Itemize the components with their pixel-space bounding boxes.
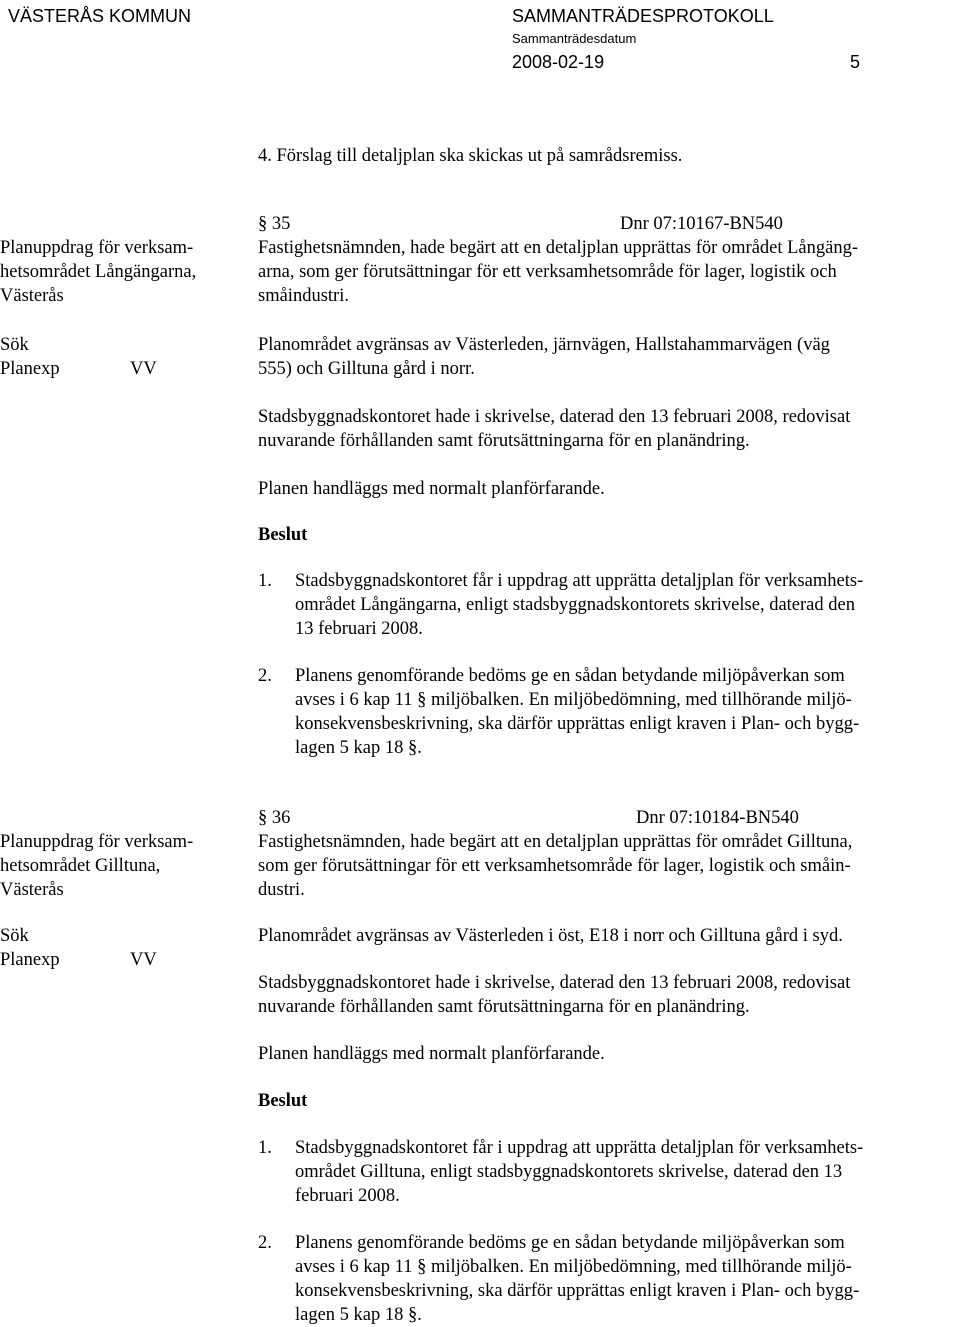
text-p2	[258, 333, 958, 381]
side-sok: Sök	[0, 926, 29, 946]
meeting-date: 2008-02-19	[512, 52, 605, 72]
text-line: nuvarande förhållanden samt förutsättningarna för en planändring.	[258, 431, 750, 451]
text-line: avses i 6 kap 11 § miljöbalken. En miljöbedömning, med tillhörande miljö-	[295, 690, 852, 710]
beslut-item-1	[258, 1136, 958, 1208]
text-line: Stadsbyggnadskontoret hade i skrivelse, daterad den 13 februari 2008, redovisat	[258, 973, 851, 993]
beslut-item-2	[258, 1231, 958, 1327]
intro-item: 4. Förslag till detaljplan ska skickas ut på samrådsremiss.	[258, 146, 683, 166]
side-title-line: Västerås	[0, 880, 64, 900]
side-title-line: Planuppdrag för verksam-	[0, 832, 194, 852]
section-35-side	[0, 236, 250, 308]
text-line: arna, som ger förutsättningar för ett verksamhetsområde för lager, logistik och	[258, 262, 837, 282]
item-number: 2.	[258, 666, 272, 686]
beslut-item-1	[258, 569, 958, 641]
text-line: 13 februari 2008.	[295, 619, 423, 639]
text-p4: Planen handläggs med normalt planförfarande.	[258, 1044, 605, 1064]
text-line: som ger förutsättningar för ett verksamhetsområde för lager, logistik och småin-	[258, 856, 851, 876]
dnr: Dnr 07:10184-BN540	[636, 808, 799, 828]
date-label: Sammanträdesdatum	[512, 31, 637, 46]
text-p4: Planen handläggs med normalt planförfarande.	[258, 479, 605, 499]
org-name: VÄSTERÅS KOMMUN	[8, 6, 192, 26]
item-number: 2.	[258, 1233, 272, 1253]
text-line: Fastighetsnämnden, hade begärt att en detaljplan upprättas för området Gilltuna,	[258, 832, 853, 852]
text-line: nuvarande förhållanden samt förutsättningarna för en planändring.	[258, 997, 750, 1017]
text-line: Planens genomförande bedöms ge en sådan betydande miljöpåverkan som	[295, 1233, 845, 1253]
text-line: Stadsbyggnadskontoret får i uppdrag att upprätta detaljplan för verksamhets-	[295, 571, 864, 591]
text-line: området Långängarna, enligt stadsbyggnadskontorets skrivelse, daterad den	[295, 595, 855, 615]
side-vv: VV	[130, 359, 157, 379]
item-number: 1.	[258, 1138, 272, 1158]
page-number: 5	[850, 52, 861, 72]
side-title-line: hetsområdet Gilltuna,	[0, 856, 161, 876]
side-planexp: Planexp	[0, 359, 60, 379]
text-line: Planområdet avgränsas av Västerleden, järnvägen, Hallstahammarvägen (väg	[258, 335, 830, 355]
item-number: 1.	[258, 571, 272, 591]
dnr: Dnr 07:10167-BN540	[620, 214, 783, 234]
doc-type: SAMMANTRÄDESPROTOKOLL	[512, 6, 774, 26]
text-line: Planområdet avgränsas av Västerleden i öst, E18 i norr och Gilltuna gård i syd.	[258, 926, 843, 946]
paragraph-number: § 36	[258, 808, 291, 828]
side-planexp: Planexp	[0, 950, 60, 970]
text-line: februari 2008.	[295, 1186, 400, 1206]
text-line: Fastighetsnämnden, hade begärt att en detaljplan upprättas för området Långäng-	[258, 238, 859, 258]
text-p3	[258, 971, 958, 1019]
text-line: småindustri.	[258, 286, 349, 306]
text-line: Stadsbyggnadskontoret hade i skrivelse, daterad den 13 februari 2008, redovisat	[258, 407, 851, 427]
text-p1	[258, 236, 958, 308]
beslut-item-2	[258, 664, 958, 760]
text-line: konsekvensbeskrivning, ska därför upprättas enligt kraven i Plan- och bygg-	[295, 1281, 860, 1301]
text-line: Planens genomförande bedöms ge en sådan betydande miljöpåverkan som	[295, 666, 845, 686]
text-line: dustri.	[258, 880, 305, 900]
beslut-heading: Beslut	[258, 1091, 308, 1111]
side-title-line: hetsområdet Långängarna,	[0, 262, 197, 282]
side-vv: VV	[130, 950, 157, 970]
text-line: konsekvensbeskrivning, ska därför upprättas enligt kraven i Plan- och bygg-	[295, 714, 860, 734]
text-p1	[258, 830, 958, 902]
text-line: 555) och Gilltuna gård i norr.	[258, 359, 475, 379]
side-title-line: Planuppdrag för verksam-	[0, 238, 194, 258]
section-36-side	[0, 830, 250, 902]
beslut-heading: Beslut	[258, 525, 308, 545]
side-sok: Sök	[0, 335, 29, 355]
text-p2	[258, 924, 958, 948]
text-line: Stadsbyggnadskontoret får i uppdrag att upprätta detaljplan för verksamhets-	[295, 1138, 864, 1158]
text-line: lagen 5 kap 18 §.	[295, 1305, 422, 1325]
side-title-line: Västerås	[0, 286, 64, 306]
paragraph-number: § 35	[258, 214, 291, 234]
text-line: området Gilltuna, enligt stadsbyggnadskontorets skrivelse, daterad den 13	[295, 1162, 843, 1182]
text-line: avses i 6 kap 11 § miljöbalken. En miljöbedömning, med tillhörande miljö-	[295, 1257, 852, 1277]
text-p3	[258, 405, 958, 453]
text-line: lagen 5 kap 18 §.	[295, 738, 422, 758]
